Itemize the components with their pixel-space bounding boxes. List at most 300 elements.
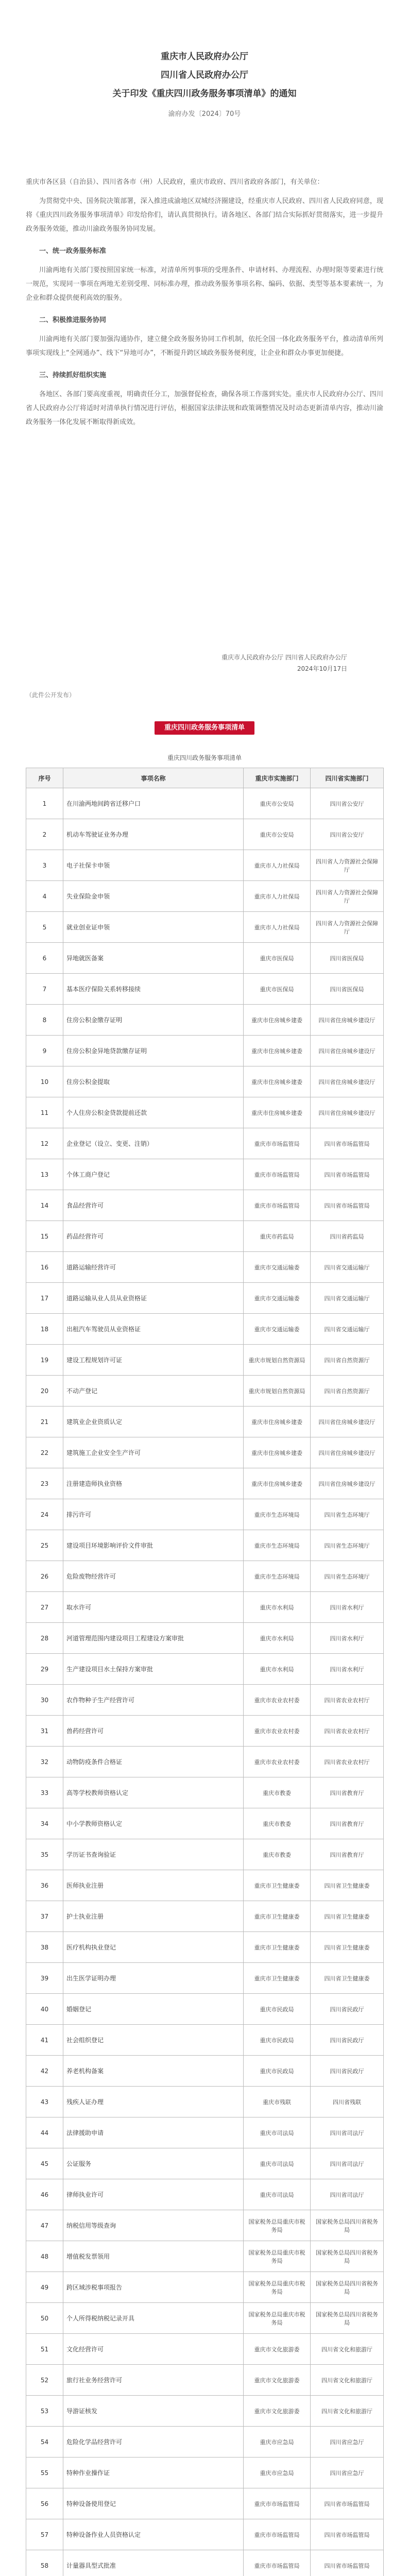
table-row: [26, 1128, 384, 1159]
table-row: [26, 1283, 384, 1314]
row-sc-dept: 四川省应急厅: [311, 2427, 384, 2458]
table-row: [26, 2241, 384, 2272]
row-matter-name: 注册建造师执业资格: [63, 1468, 244, 1499]
row-index: 25: [26, 1530, 63, 1561]
row-matter-name: 导游证核发: [63, 2396, 244, 2427]
table-row: [26, 1437, 384, 1468]
row-cq-dept: 重庆市文化旅游委: [244, 2396, 311, 2427]
table-row: [26, 1994, 384, 2025]
row-index: 40: [26, 1994, 63, 2025]
row-cq-dept: 重庆市司法局: [244, 2179, 311, 2210]
row-index: 36: [26, 1870, 63, 1901]
row-index: 19: [26, 1345, 63, 1376]
publication-note: （此件公开发布）: [26, 691, 76, 699]
table-row: [26, 850, 384, 881]
row-cq-dept: 重庆市水利局: [244, 1623, 311, 1654]
row-sc-dept: 四川省市场监管局: [311, 2519, 384, 2550]
row-index: 45: [26, 2148, 63, 2179]
row-cq-dept: 重庆市教委: [244, 1777, 311, 1808]
row-cq-dept: 重庆市人力社保局: [244, 881, 311, 912]
row-sc-dept: 四川省生态环境厅: [311, 1499, 384, 1530]
table-row: [26, 1654, 384, 1685]
table-row: [26, 1159, 384, 1190]
row-matter-name: 中小学教师资格认定: [63, 1808, 244, 1839]
row-matter-name: 跨区域涉税事项报告: [63, 2272, 244, 2303]
row-index: 12: [26, 1128, 63, 1159]
table-row: [26, 2334, 384, 2365]
row-cq-dept: 国家税务总局重庆市税务局: [244, 2272, 311, 2303]
row-index: 54: [26, 2427, 63, 2458]
row-cq-dept: 重庆市人力社保局: [244, 912, 311, 943]
table-row: [26, 2148, 384, 2179]
row-index: 46: [26, 2179, 63, 2210]
paragraph-2: 川渝两地有关部门要按照国家统一标准，对清单所列事项的受理条件、申请材料、办理流程、办理时限等要素进行统一规范，实现同一事项在两地无差别受理、同标准办理，推动政务服务事项名称、编码、依据、类型等基本要素统一，为企业和群众提供便利高效的服务。: [26, 266, 383, 302]
row-matter-name: 在川渝两地间跨省迁移户口: [63, 788, 244, 819]
row-cq-dept: 重庆市民政局: [244, 1994, 311, 2025]
table-row: [26, 2179, 384, 2210]
table-row: [26, 943, 384, 974]
row-index: 7: [26, 974, 63, 1005]
row-matter-name: 异地就医备案: [63, 943, 244, 974]
table-row: [26, 1097, 384, 1128]
table-row: [26, 1901, 384, 1932]
row-matter-name: 医师执业注册: [63, 1870, 244, 1901]
row-cq-dept: 重庆市生态环境局: [244, 1530, 311, 1561]
table-row: [26, 1252, 384, 1283]
row-matter-name: 道路运输经营许可: [63, 1252, 244, 1283]
row-sc-dept: 四川省医保局: [311, 974, 384, 1005]
table-row: [26, 1777, 384, 1808]
row-sc-dept: 四川省农业农村厅: [311, 1685, 384, 1716]
row-matter-name: 个人所得税纳税记录开具: [63, 2303, 244, 2334]
row-cq-dept: 重庆市住房城乡建委: [244, 1066, 311, 1097]
table-row: [26, 912, 384, 943]
row-matter-name: 特种设备使用登记: [63, 2488, 244, 2519]
row-cq-dept: 重庆市市场监管局: [244, 2488, 311, 2519]
table-row: [26, 1530, 384, 1561]
row-matter-name: 危险废物经营许可: [63, 1561, 244, 1592]
row-sc-dept: 四川省司法厅: [311, 2117, 384, 2148]
row-sc-dept: 四川省人力资源社会保障厅: [311, 881, 384, 912]
table-row: [26, 2025, 384, 2056]
document-title: 关于印发《重庆四川政务服务事项清单》的通知: [112, 89, 297, 99]
row-sc-dept: 四川省自然资源厅: [311, 1345, 384, 1376]
row-matter-name: 住房公积金缴存证明: [63, 1005, 244, 1036]
row-sc-dept: 四川省民政厅: [311, 2025, 384, 2056]
row-sc-dept: 国家税务总局四川省税务局: [311, 2210, 384, 2241]
row-sc-dept: 四川省卫生健康委: [311, 1870, 384, 1901]
row-sc-dept: 四川省民政厅: [311, 2056, 384, 2087]
row-sc-dept: 四川省生态环境厅: [311, 1530, 384, 1561]
issuer-sichuan: 四川省人民政府办公厅: [161, 70, 248, 80]
row-index: 15: [26, 1221, 63, 1252]
row-matter-name: 排污许可: [63, 1499, 244, 1530]
row-index: 31: [26, 1716, 63, 1747]
row-matter-name: 律师执业许可: [63, 2179, 244, 2210]
table-row: [26, 1190, 384, 1221]
row-index: 6: [26, 943, 63, 974]
row-index: 42: [26, 2056, 63, 2087]
row-matter-name: 医疗机构执业登记: [63, 1932, 244, 1963]
row-index: 9: [26, 1036, 63, 1066]
table-row: [26, 1561, 384, 1592]
row-index: 50: [26, 2303, 63, 2334]
row-cq-dept: 重庆市医保局: [244, 943, 311, 974]
row-cq-dept: 重庆市卫生健康委: [244, 1932, 311, 1963]
row-cq-dept: 重庆市住房城乡建委: [244, 1005, 311, 1036]
row-matter-name: 危险化学品经营许可: [63, 2427, 244, 2458]
row-sc-dept: 四川省教育厅: [311, 1839, 384, 1870]
signature-issuers: 重庆市人民政府办公厅 四川省人民政府办公厅: [221, 654, 347, 661]
row-index: 48: [26, 2241, 63, 2272]
row-index: 35: [26, 1839, 63, 1870]
row-sc-dept: 四川省住房城乡建设厅: [311, 1468, 384, 1499]
row-index: 33: [26, 1777, 63, 1808]
matters-table: [26, 768, 384, 2576]
row-matter-name: 出生医学证明办理: [63, 1963, 244, 1994]
column-header-sc-dept: 四川省实施部门: [311, 768, 384, 788]
row-matter-name: 失业保险金申领: [63, 881, 244, 912]
row-sc-dept: 四川省水利厅: [311, 1623, 384, 1654]
table-row: [26, 2488, 384, 2519]
row-cq-dept: 重庆市住房城乡建委: [244, 1437, 311, 1468]
paragraph-1: 为贯彻党中央、国务院决策部署，深入推进成渝地区双城经济圈建设，经重庆市人民政府、四川省人民政府同意，现将《重庆四川政务服务事项清单》印发给你们，请认真贯彻执行。请各地区、各部门结合实际抓好贯彻落实，进一步提升政务服务效能，推动川渝政务服务协同发展。: [26, 197, 383, 233]
row-index: 24: [26, 1499, 63, 1530]
row-matter-name: 基本医疗保险关系转移接续: [63, 974, 244, 1005]
document-number: 渝府办发〔2024〕70号: [168, 110, 241, 118]
row-matter-name: 出租汽车驾驶员从业资格证: [63, 1314, 244, 1345]
paragraph-3: 川渝两地有关部门要加强沟通协作，建立健全政务服务协同工作机制，依托全国一体化政务服务平台，推动清单所列事项实现线上“全网通办”、线下“异地可办”，不断提升跨区域政务服务便利度，让企业和群众办事更加便捷。: [26, 335, 383, 357]
row-matter-name: 个人住房公积金贷款提前还款: [63, 1097, 244, 1128]
row-sc-dept: 四川省民政厅: [311, 1994, 384, 2025]
row-index: 58: [26, 2550, 63, 2576]
table-title: 重庆四川政务服务事项清单: [167, 754, 242, 761]
row-index: 20: [26, 1376, 63, 1406]
table-body: [26, 788, 384, 2576]
table-row: [26, 788, 384, 819]
row-matter-name: 特种设备作业人员资格认定: [63, 2519, 244, 2550]
column-header-name: 事项名称: [63, 768, 244, 788]
row-matter-name: 机动车驾驶证业务办理: [63, 819, 244, 850]
document-body: [26, 175, 383, 434]
table-row: [26, 819, 384, 850]
row-cq-dept: 重庆市应急局: [244, 2458, 311, 2488]
table-row: [26, 1839, 384, 1870]
row-cq-dept: 重庆市市场监管局: [244, 1159, 311, 1190]
row-index: 51: [26, 2334, 63, 2365]
row-matter-name: 就业创业证申领: [63, 912, 244, 943]
row-cq-dept: 重庆市公安局: [244, 819, 311, 850]
table-row: [26, 1499, 384, 1530]
row-sc-dept: 四川省文化和旅游厅: [311, 2334, 384, 2365]
row-index: 55: [26, 2458, 63, 2488]
table-row: [26, 2056, 384, 2087]
table-row: [26, 1066, 384, 1097]
row-cq-dept: 重庆市水利局: [244, 1654, 311, 1685]
row-index: 27: [26, 1592, 63, 1623]
row-cq-dept: 重庆市司法局: [244, 2117, 311, 2148]
row-sc-dept: 四川省卫生健康委: [311, 1901, 384, 1932]
table-row: [26, 974, 384, 1005]
row-matter-name: 河道管理范围内建设项目工程建设方案审批: [63, 1623, 244, 1654]
row-matter-name: 道路运输从业人员从业资格证: [63, 1283, 244, 1314]
row-matter-name: 建筑业企业资质认定: [63, 1406, 244, 1437]
row-sc-dept: 四川省公安厅: [311, 788, 384, 819]
row-index: 10: [26, 1066, 63, 1097]
table-row: [26, 1406, 384, 1437]
row-matter-name: 社会组织登记: [63, 2025, 244, 2056]
row-sc-dept: 四川省住房城乡建设厅: [311, 1097, 384, 1128]
row-matter-name: 不动产登记: [63, 1376, 244, 1406]
row-cq-dept: 重庆市公安局: [244, 788, 311, 819]
row-cq-dept: 重庆市卫生健康委: [244, 1963, 311, 1994]
row-sc-dept: 四川省交通运输厅: [311, 1283, 384, 1314]
table-row: [26, 1221, 384, 1252]
row-sc-dept: 国家税务总局四川省税务局: [311, 2272, 384, 2303]
row-cq-dept: 重庆市教委: [244, 1839, 311, 1870]
row-index: 34: [26, 1808, 63, 1839]
row-index: 14: [26, 1190, 63, 1221]
row-sc-dept: 四川省市场监管局: [311, 1159, 384, 1190]
row-cq-dept: 重庆市残联: [244, 2087, 311, 2117]
row-sc-dept: 四川省公安厅: [311, 819, 384, 850]
table-row: [26, 2427, 384, 2458]
row-cq-dept: 重庆市人力社保局: [244, 850, 311, 881]
row-sc-dept: 四川省市场监管局: [311, 1190, 384, 1221]
signature-date: 2024年10月17日: [297, 665, 347, 672]
attachment-banner: 重庆四川政务服务事项清单: [155, 721, 254, 735]
row-sc-dept: 四川省生态环境厅: [311, 1561, 384, 1592]
table-row: [26, 1036, 384, 1066]
table-row: [26, 2117, 384, 2148]
row-sc-dept: 四川省住房城乡建设厅: [311, 1005, 384, 1036]
row-sc-dept: 四川省文化和旅游厅: [311, 2365, 384, 2396]
row-sc-dept: 四川省教育厅: [311, 1808, 384, 1839]
row-matter-name: 电子社保卡申领: [63, 850, 244, 881]
row-matter-name: 婚姻登记: [63, 1994, 244, 2025]
row-cq-dept: 国家税务总局重庆市税务局: [244, 2210, 311, 2241]
table-row: [26, 1808, 384, 1839]
row-cq-dept: 重庆市水利局: [244, 1592, 311, 1623]
table-row: [26, 1963, 384, 1994]
row-cq-dept: 重庆市住房城乡建委: [244, 1406, 311, 1437]
row-matter-name: 养老机构备案: [63, 2056, 244, 2087]
row-cq-dept: 重庆市市场监管局: [244, 2519, 311, 2550]
row-matter-name: 文化经营许可: [63, 2334, 244, 2365]
column-header-index: 序号: [26, 768, 63, 788]
row-index: 41: [26, 2025, 63, 2056]
row-matter-name: 住房公积金提取: [63, 1066, 244, 1097]
table-row: [26, 1623, 384, 1654]
row-index: 23: [26, 1468, 63, 1499]
row-sc-dept: 四川省自然资源厅: [311, 1376, 384, 1406]
row-matter-name: 法律援助申请: [63, 2117, 244, 2148]
row-matter-name: 计量器具型式批准: [63, 2550, 244, 2576]
row-matter-name: 增值税发票领用: [63, 2241, 244, 2272]
row-cq-dept: 重庆市交通运输委: [244, 1314, 311, 1345]
row-sc-dept: 四川省市场监管局: [311, 2488, 384, 2519]
row-cq-dept: 国家税务总局重庆市税务局: [244, 2303, 311, 2334]
table-row: [26, 2550, 384, 2576]
row-cq-dept: 重庆市文化旅游委: [244, 2334, 311, 2365]
row-index: 32: [26, 1747, 63, 1777]
row-sc-dept: 四川省住房城乡建设厅: [311, 1406, 384, 1437]
row-matter-name: 特种作业操作证: [63, 2458, 244, 2488]
row-matter-name: 动物防疫条件合格证: [63, 1747, 244, 1777]
row-cq-dept: 重庆市规划自然资源局: [244, 1345, 311, 1376]
table-row: [26, 1468, 384, 1499]
row-sc-dept: 四川省交通运输厅: [311, 1252, 384, 1283]
table-row: [26, 1345, 384, 1376]
row-index: 52: [26, 2365, 63, 2396]
row-matter-name: 企业登记（设立、变更、注销）: [63, 1128, 244, 1159]
row-sc-dept: 四川省人力资源社会保障厅: [311, 912, 384, 943]
table-row: [26, 2210, 384, 2241]
row-sc-dept: 四川省市场监管局: [311, 2550, 384, 2576]
row-sc-dept: 四川省人力资源社会保障厅: [311, 850, 384, 881]
row-matter-name: 纳税信用等级查询: [63, 2210, 244, 2241]
row-sc-dept: 四川省应急厅: [311, 2458, 384, 2488]
row-index: 1: [26, 788, 63, 819]
row-cq-dept: 重庆市住房城乡建委: [244, 1036, 311, 1066]
row-index: 17: [26, 1283, 63, 1314]
row-matter-name: 旅行社业务经营许可: [63, 2365, 244, 2396]
row-index: 26: [26, 1561, 63, 1592]
row-matter-name: 个体工商户登记: [63, 1159, 244, 1190]
issuer-chongqing: 重庆市人民政府办公厅: [161, 52, 248, 62]
row-index: 39: [26, 1963, 63, 1994]
row-matter-name: 住房公积金异地贷款缴存证明: [63, 1036, 244, 1066]
column-header-cq-dept: 重庆市实施部门: [244, 768, 311, 788]
row-cq-dept: 重庆市教委: [244, 1808, 311, 1839]
row-cq-dept: 重庆市交通运输委: [244, 1283, 311, 1314]
row-index: 5: [26, 912, 63, 943]
row-sc-dept: 四川省水利厅: [311, 1654, 384, 1685]
row-sc-dept: 国家税务总局四川省税务局: [311, 2303, 384, 2334]
row-sc-dept: 四川省住房城乡建设厅: [311, 1066, 384, 1097]
row-matter-name: 兽药经营许可: [63, 1716, 244, 1747]
document-header: [0, 0, 409, 118]
table-row: [26, 1005, 384, 1036]
row-cq-dept: 重庆市住房城乡建委: [244, 1468, 311, 1499]
row-cq-dept: 重庆市市场监管局: [244, 1190, 311, 1221]
row-matter-name: 学历证书查询验证: [63, 1839, 244, 1870]
row-matter-name: 食品经营许可: [63, 1190, 244, 1221]
table-row: [26, 2272, 384, 2303]
row-sc-dept: 四川省交通运输厅: [311, 1314, 384, 1345]
row-matter-name: 建设工程规划许可证: [63, 1345, 244, 1376]
row-sc-dept: 四川省司法厅: [311, 2148, 384, 2179]
row-index: 2: [26, 819, 63, 850]
row-sc-dept: 四川省文化和旅游厅: [311, 2396, 384, 2427]
row-sc-dept: 四川省市场监管局: [311, 1128, 384, 1159]
row-index: 29: [26, 1654, 63, 1685]
row-cq-dept: 重庆市市场监管局: [244, 1128, 311, 1159]
row-matter-name: 公证服务: [63, 2148, 244, 2179]
table-row: [26, 2365, 384, 2396]
row-sc-dept: 四川省住房城乡建设厅: [311, 1437, 384, 1468]
row-cq-dept: 重庆市应急局: [244, 2427, 311, 2458]
row-sc-dept: 四川省农业农村厅: [311, 1747, 384, 1777]
row-matter-name: 生产建设项目水土保持方案审批: [63, 1654, 244, 1685]
row-cq-dept: 重庆市市场监管局: [244, 2550, 311, 2576]
table-row: [26, 1314, 384, 1345]
row-cq-dept: 重庆市民政局: [244, 2056, 311, 2087]
row-sc-dept: 四川省药监局: [311, 1221, 384, 1252]
row-sc-dept: 四川省残联: [311, 2087, 384, 2117]
table-row: [26, 1716, 384, 1747]
row-cq-dept: 重庆市药监局: [244, 1221, 311, 1252]
table-row: [26, 2396, 384, 2427]
row-matter-name: 高等学校教师资格认定: [63, 1777, 244, 1808]
row-cq-dept: 重庆市农业农村委: [244, 1747, 311, 1777]
table-row: [26, 1747, 384, 1777]
table-row: [26, 2458, 384, 2488]
row-index: 53: [26, 2396, 63, 2427]
table-row: [26, 1932, 384, 1963]
row-sc-dept: 四川省住房城乡建设厅: [311, 1036, 384, 1066]
section-heading-2: 二、积极推进服务协同: [39, 316, 107, 324]
row-cq-dept: 重庆市住房城乡建委: [244, 1097, 311, 1128]
row-cq-dept: 国家税务总局重庆市税务局: [244, 2241, 311, 2272]
row-index: 16: [26, 1252, 63, 1283]
row-cq-dept: 重庆市农业农村委: [244, 1685, 311, 1716]
addressee: 重庆市各区县（自治县）、四川省各市（州）人民政府，重庆市政府、四川省政府各部门，有关单位：: [26, 178, 324, 186]
row-matter-name: 农作物种子生产经营许可: [63, 1685, 244, 1716]
row-cq-dept: 重庆市生态环境局: [244, 1561, 311, 1592]
row-cq-dept: 重庆市医保局: [244, 974, 311, 1005]
table-row: [26, 1592, 384, 1623]
row-sc-dept: 四川省司法厅: [311, 2179, 384, 2210]
row-sc-dept: 四川省教育厅: [311, 1777, 384, 1808]
paragraph-4: 各地区、各部门要高度重视，明确责任分工，加强督促检查，确保各项工作落到实处。重庆市人民政府办公厅、四川省人民政府办公厅将适时对清单执行情况进行评估，根据国家法律法规和政策调整情况及时动态更新清单内容，推动川渝政务服务一体化发展不断取得新成效。: [26, 391, 383, 426]
table-header-row: [26, 768, 384, 788]
table-row: [26, 2519, 384, 2550]
table-row: [26, 1376, 384, 1406]
row-index: 47: [26, 2210, 63, 2241]
row-sc-dept: 四川省卫生健康委: [311, 1963, 384, 1994]
row-cq-dept: 重庆市规划自然资源局: [244, 1376, 311, 1406]
row-index: 57: [26, 2519, 63, 2550]
row-matter-name: 残疾人证办理: [63, 2087, 244, 2117]
row-index: 21: [26, 1406, 63, 1437]
row-matter-name: 建设项目环境影响评价文件审批: [63, 1530, 244, 1561]
row-index: 11: [26, 1097, 63, 1128]
row-cq-dept: 重庆市交通运输委: [244, 1252, 311, 1283]
section-heading-3: 三、持续抓好组织实施: [39, 371, 107, 379]
row-index: 3: [26, 850, 63, 881]
row-sc-dept: 四川省卫生健康委: [311, 1932, 384, 1963]
row-index: 18: [26, 1314, 63, 1345]
row-sc-dept: 四川省水利厅: [311, 1592, 384, 1623]
table-row: [26, 1870, 384, 1901]
row-index: 38: [26, 1932, 63, 1963]
row-index: 8: [26, 1005, 63, 1036]
signature-block: [221, 652, 347, 674]
row-sc-dept: 国家税务总局四川省税务局: [311, 2241, 384, 2272]
row-index: 43: [26, 2087, 63, 2117]
row-matter-name: 取水许可: [63, 1592, 244, 1623]
row-cq-dept: 重庆市卫生健康委: [244, 1901, 311, 1932]
row-index: 49: [26, 2272, 63, 2303]
row-index: 37: [26, 1901, 63, 1932]
row-index: 44: [26, 2117, 63, 2148]
table-row: [26, 2087, 384, 2117]
table-row: [26, 2303, 384, 2334]
row-index: 30: [26, 1685, 63, 1716]
row-sc-dept: 四川省农业农村厅: [311, 1716, 384, 1747]
row-cq-dept: 重庆市民政局: [244, 2025, 311, 2056]
